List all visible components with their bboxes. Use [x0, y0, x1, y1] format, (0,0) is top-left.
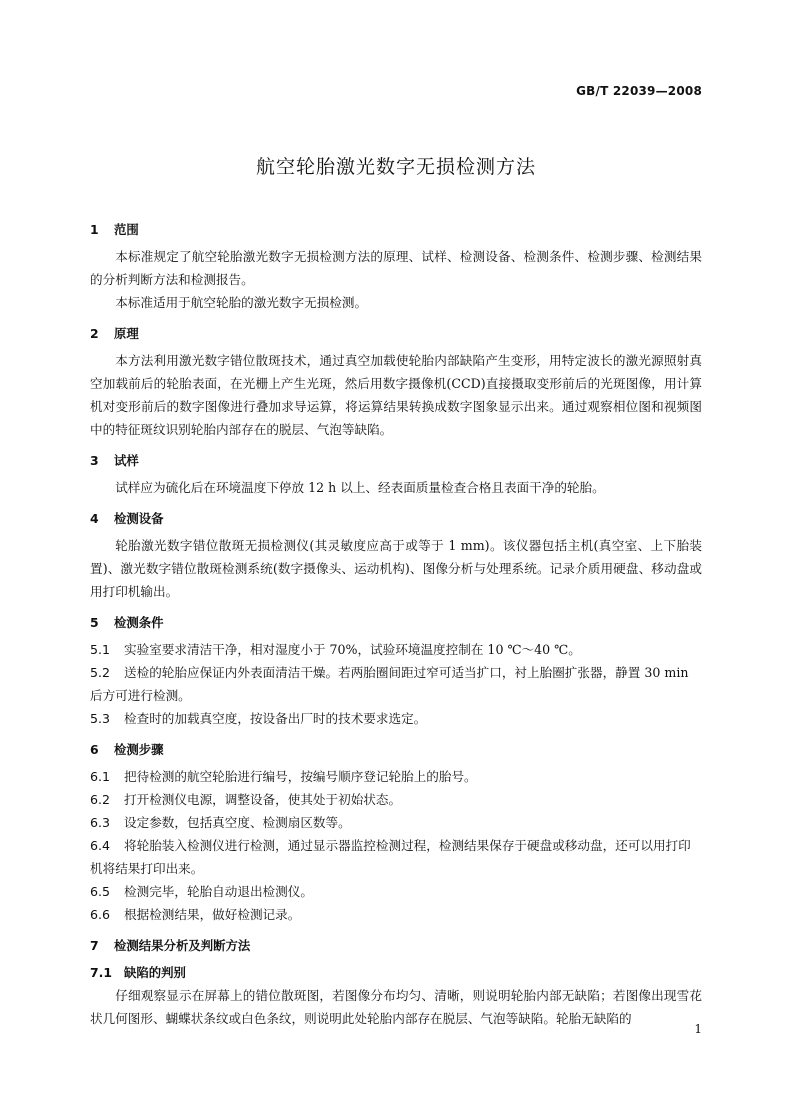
- section-heading: [90, 322, 702, 345]
- section-number: 4: [90, 511, 99, 526]
- clause-item: [90, 903, 702, 926]
- section-number: 2: [90, 326, 99, 341]
- paragraph: 轮胎激光数字错位散斑无损检测仪(其灵敏度应高于或等于 1 mm)。该仪器包括主机(真空室、上下胎装置)、激光数字错位散斑检测系统(数字摄像头、运动机构)、图像分析与处理系统。记录介质用硬盘、移动盘或用打印机输出。: [90, 538, 702, 599]
- paragraph: 仔细观察显示在屏幕上的错位散斑图，若图像分布均匀、清晰，则说明轮胎内部无缺陷；若图像出现雪花状几何图形、蝴蝶状条纹或白色条纹，则说明此处轮胎内部存在脱层、气泡等缺陷。轮胎无缺陷的: [90, 988, 702, 1026]
- paragraph: 本标准适用于航空轮胎的激光数字无损检测。: [115, 295, 368, 310]
- section-heading: [90, 507, 702, 530]
- clause-text: 把待检测的航空轮胎进行编号，按编号顺序登记轮胎上的胎号。: [124, 769, 477, 784]
- section-title: 原理: [114, 326, 139, 341]
- section-heading: [90, 218, 702, 241]
- section-2: [90, 322, 702, 441]
- clause-text: 根据检测结果，做好检测记录。: [124, 907, 301, 922]
- clause-item: [90, 638, 702, 661]
- section-5: [90, 611, 702, 730]
- section-title: 试样: [114, 453, 139, 468]
- section-title: 检测步骤: [114, 742, 164, 757]
- document-body: [90, 210, 702, 1030]
- clause-number: 6.6: [90, 907, 111, 922]
- clause-item: [90, 880, 702, 903]
- subsection-number: 7.1: [90, 965, 112, 980]
- clause-text: 检测完毕，轮胎自动退出检测仪。: [124, 884, 313, 899]
- clause-number: 6.4: [90, 838, 111, 853]
- clause-number: 5.2: [90, 665, 111, 680]
- clause-text: 实验室要求清洁干净，相对湿度小于 70%，试验环境温度控制在 10 ℃～40 ℃。: [124, 642, 581, 657]
- section-heading: [90, 449, 702, 472]
- section-heading: [90, 611, 702, 634]
- page-number: 1: [694, 1022, 702, 1036]
- section-number: 5: [90, 615, 99, 630]
- paragraph: 本标准规定了航空轮胎激光数字无损检测方法的原理、试样、检测设备、检测条件、检测步骤、检测结果的分析判断方法和检测报告。: [90, 249, 702, 287]
- clause-number: 6.5: [90, 884, 111, 899]
- section-3: [90, 449, 702, 499]
- clause-item: [90, 661, 702, 707]
- section-6: [90, 738, 702, 926]
- clause-number: 5.1: [90, 642, 111, 657]
- section-title: 检测设备: [114, 511, 164, 526]
- clause-number: 6.2: [90, 792, 111, 807]
- clause-number: 6.3: [90, 815, 111, 830]
- clause-text: 将轮胎装入检测仪进行检测，通过显示器监控检测过程，检测结果保存于硬盘或移动盘，还可以用打印机将结果打印出来。: [90, 838, 691, 876]
- section-7: [90, 934, 702, 1030]
- subsection-title: 缺陷的判别: [124, 965, 186, 980]
- subsection-heading: [90, 961, 702, 984]
- section-1: [90, 218, 702, 314]
- paragraph: 试样应为硫化后在环境温度下停放 12 h 以上、经表面质量检查合格且表面干净的轮胎。: [115, 480, 605, 495]
- section-heading: [90, 934, 702, 957]
- section-heading: [90, 738, 702, 761]
- clause-text: 设定参数，包括真空度、检测扇区数等。: [124, 815, 351, 830]
- section-title: 检测结果分析及判断方法: [114, 938, 251, 953]
- clause-item: [90, 765, 702, 788]
- clause-text: 打开检测仪电源，调整设备，使其处于初始状态。: [124, 792, 402, 807]
- section-4: [90, 507, 702, 603]
- section-number: 1: [90, 222, 99, 237]
- clause-text: 送检的轮胎应保证内外表面清洁干燥。若两胎圈间距过窄可适当扩口，衬上胎圈扩张器，静置 30 min 后方可进行检测。: [90, 665, 689, 703]
- clause-item: [90, 811, 702, 834]
- clause-item: [90, 707, 702, 730]
- clause-text: 检查时的加载真空度，按设备出厂时的技术要求选定。: [124, 711, 427, 726]
- paragraph: 本方法利用激光数字错位散斑技术，通过真空加载使轮胎内部缺陷产生变形，用特定波长的激光源照射真空加载前后的轮胎表面，在光栅上产生光斑，然后用数字摄像机(CCD)直接摄取变形前后的光斑图像，用计算机对变形前后的数字图像进行叠加求导运算，将运算结果转换成数字图象显示出来。通过观察相位图和视频图中的特征斑纹识别轮胎内部存在的脱层、气泡等缺陷。: [90, 353, 702, 437]
- section-title: 范围: [114, 222, 139, 237]
- clause-number: 5.3: [90, 711, 111, 726]
- clause-item: [90, 834, 702, 880]
- section-number: 3: [90, 453, 99, 468]
- section-title: 检测条件: [114, 615, 164, 630]
- clause-item: [90, 788, 702, 811]
- clause-number: 6.1: [90, 769, 111, 784]
- section-number: 6: [90, 742, 99, 757]
- section-number: 7: [90, 938, 99, 953]
- standard-number: GB/T 22039—2008: [576, 84, 702, 98]
- document-title: 航空轮胎激光数字无损检测方法: [255, 156, 536, 178]
